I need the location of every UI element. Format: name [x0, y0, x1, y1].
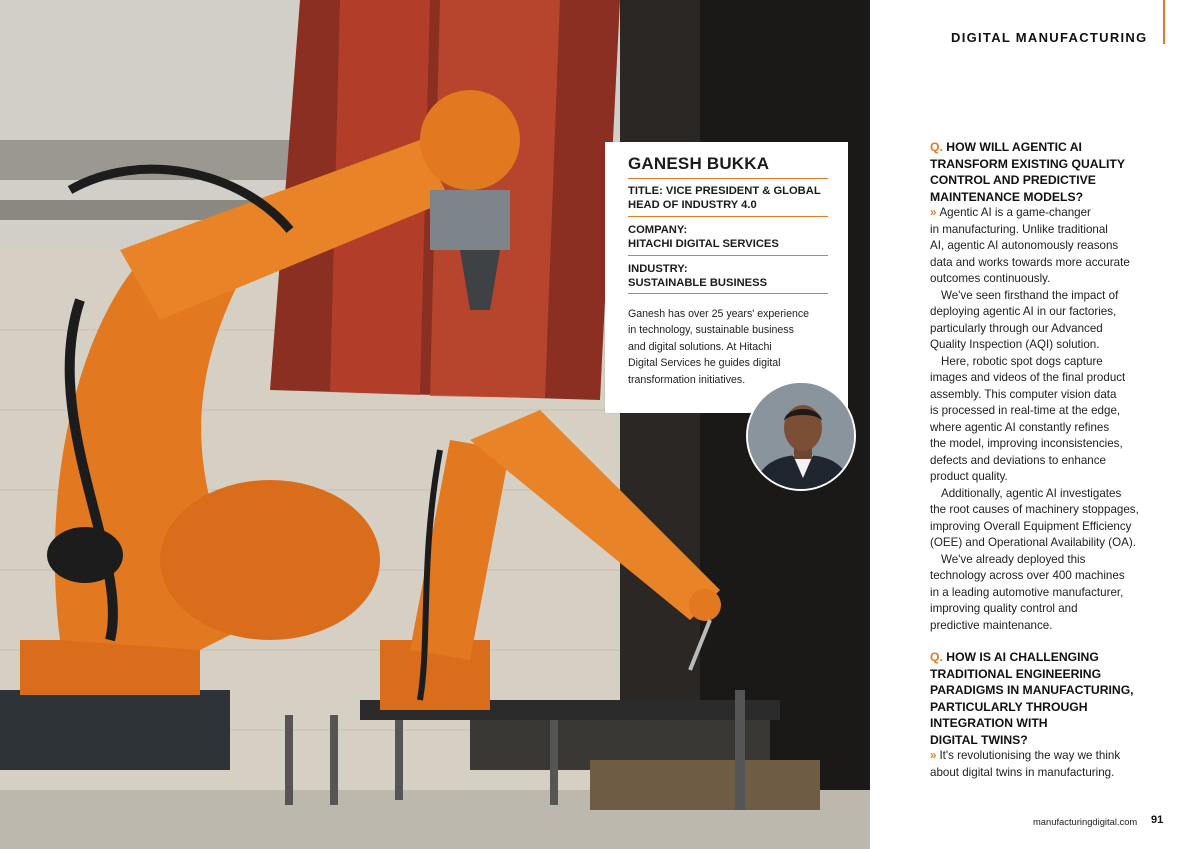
question-marker: Q. [930, 650, 943, 664]
question-marker: Q. [930, 140, 943, 154]
profile-company-label: COMPANY: [628, 224, 688, 236]
answer-line: improving Overall Equipment Efficiency [930, 519, 1132, 533]
answer-line [930, 748, 1162, 765]
profile-name: GANESH BUKKA [628, 154, 770, 173]
robot-motor [47, 527, 123, 583]
question-line: CONTROL AND PREDICTIVE [930, 173, 1096, 187]
question-text: HOW IS AI CHALLENGING [946, 650, 1099, 664]
answer-line: particularly through our Advanced [930, 321, 1103, 335]
answer-paragraph [930, 748, 1162, 781]
article-column-2 [930, 649, 1162, 781]
question-1 [930, 139, 1162, 205]
profile-title-line: HEAD OF INDUSTRY 4.0 [628, 199, 757, 211]
robot-base [0, 690, 230, 770]
answer-line: Quality Inspection (AQI) solution. [930, 338, 1100, 351]
answer-paragraph [930, 354, 1162, 486]
answer-line: AI, agentic AI autonomously reasons [930, 239, 1119, 252]
answer-line: is processed in real-time at the edge, [930, 404, 1121, 417]
answer-line: We've already deployed this [941, 552, 1086, 566]
profile-card [605, 142, 848, 413]
answer-line: the root causes of machinery stoppages, [930, 503, 1139, 516]
profile-industry-label: INDUSTRY: [628, 263, 688, 275]
accent-line [1163, 0, 1165, 44]
answer-line: predictive maintenance. [930, 618, 1053, 632]
answer-paragraph [930, 552, 1162, 635]
robot-shoulder [160, 480, 380, 640]
answer-line: about digital twins in manufacturing. [930, 765, 1115, 779]
answer-line: technology across over 400 machines [930, 569, 1125, 582]
answer-line: outcomes continuously. [930, 272, 1051, 285]
answer-line [930, 205, 1162, 222]
profile-company [628, 223, 833, 251]
answer-paragraph [930, 205, 1162, 288]
question-text: HOW WILL AGENTIC AI [946, 140, 1082, 154]
answer-line: defects and deviations to enhance [930, 453, 1106, 467]
question-line: PARTICULARLY THROUGH [930, 699, 1088, 714]
answer-line: in a leading automotive manufacturer, [930, 585, 1124, 599]
question-line: TRANSFORM EXISTING QUALITY [930, 156, 1125, 171]
bio-line: Digital Services he guides digital [628, 357, 781, 370]
answer-marker-icon: » [930, 206, 937, 219]
answer-marker-icon: » [930, 749, 937, 762]
question-line: DIGITAL TWINS? [930, 732, 1028, 747]
profile-bio [628, 306, 828, 388]
ceiling-beam [0, 140, 300, 180]
profile-title-line: TITLE: VICE PRESIDENT & GLOBAL [628, 185, 821, 197]
answer-line: data and works towards more accurate [930, 255, 1130, 269]
question-line: MAINTENANCE MODELS? [930, 189, 1084, 204]
question-line [930, 649, 1162, 666]
footer-url: manufacturingdigital.com [1033, 816, 1138, 827]
bio-line: in technology, sustainable business [628, 324, 794, 337]
bio-line: Ganesh has over 25 years' experience [628, 308, 810, 320]
question-line: INTEGRATION WITH [930, 716, 1048, 730]
divider [628, 255, 828, 256]
answer-line: (OEE) and Operational Availability (OA). [930, 536, 1136, 549]
answer-line: Additionally, agentic AI investigates [941, 486, 1122, 500]
answer-text: It's revolutionising the way we think [939, 749, 1121, 762]
answer-paragraph [930, 486, 1162, 552]
bio-line: and digital solutions. At Hitachi [628, 340, 772, 353]
wooden-pallet [590, 760, 820, 810]
answer-line: improving quality control and [930, 602, 1078, 615]
divider [628, 293, 828, 294]
robot2-wrist [689, 589, 721, 621]
answer-line: assembly. This computer vision data [930, 387, 1117, 401]
divider [628, 178, 828, 179]
robot-tool-head [430, 190, 510, 250]
answer-line: product quality. [930, 470, 1008, 483]
profile-title [628, 184, 833, 212]
answer-line: We've seen firsthand the impact of [941, 288, 1119, 302]
question-line: TRADITIONAL ENGINEERING [930, 666, 1102, 681]
article-column [930, 139, 1162, 634]
answer-line: images and videos of the final product [930, 371, 1126, 384]
robot-turntable [20, 640, 200, 695]
profile-company-value: HITACHI DIGITAL SERVICES [628, 238, 779, 250]
question-line [930, 139, 1162, 156]
divider [628, 216, 828, 217]
page-number: 91 [1151, 814, 1164, 826]
question-2 [930, 649, 1162, 748]
bio-line: transformation initiatives. [628, 373, 746, 386]
robot-wrist [420, 90, 520, 190]
answer-line: in manufacturing. Unlike traditional [930, 222, 1108, 236]
answer-line: Here, robotic spot dogs capture [941, 354, 1103, 368]
question-line: PARADIGMS IN MANUFACTURING, [930, 683, 1134, 697]
answer-line: where agentic AI constantly refines [930, 420, 1110, 434]
answer-text: Agentic AI is a game-changer [939, 206, 1091, 219]
profile-industry-value: SUSTAINABLE BUSINESS [628, 277, 768, 289]
answer-line: deploying agentic AI in our factories, [930, 305, 1117, 318]
answer-line: the model, improving inconsistencies, [930, 437, 1123, 450]
section-label: DIGITAL MANUFACTURING [951, 30, 1148, 45]
portrait-image [748, 383, 856, 491]
profile-avatar [746, 381, 856, 491]
answer-paragraph [930, 288, 1162, 354]
profile-industry [628, 262, 833, 290]
